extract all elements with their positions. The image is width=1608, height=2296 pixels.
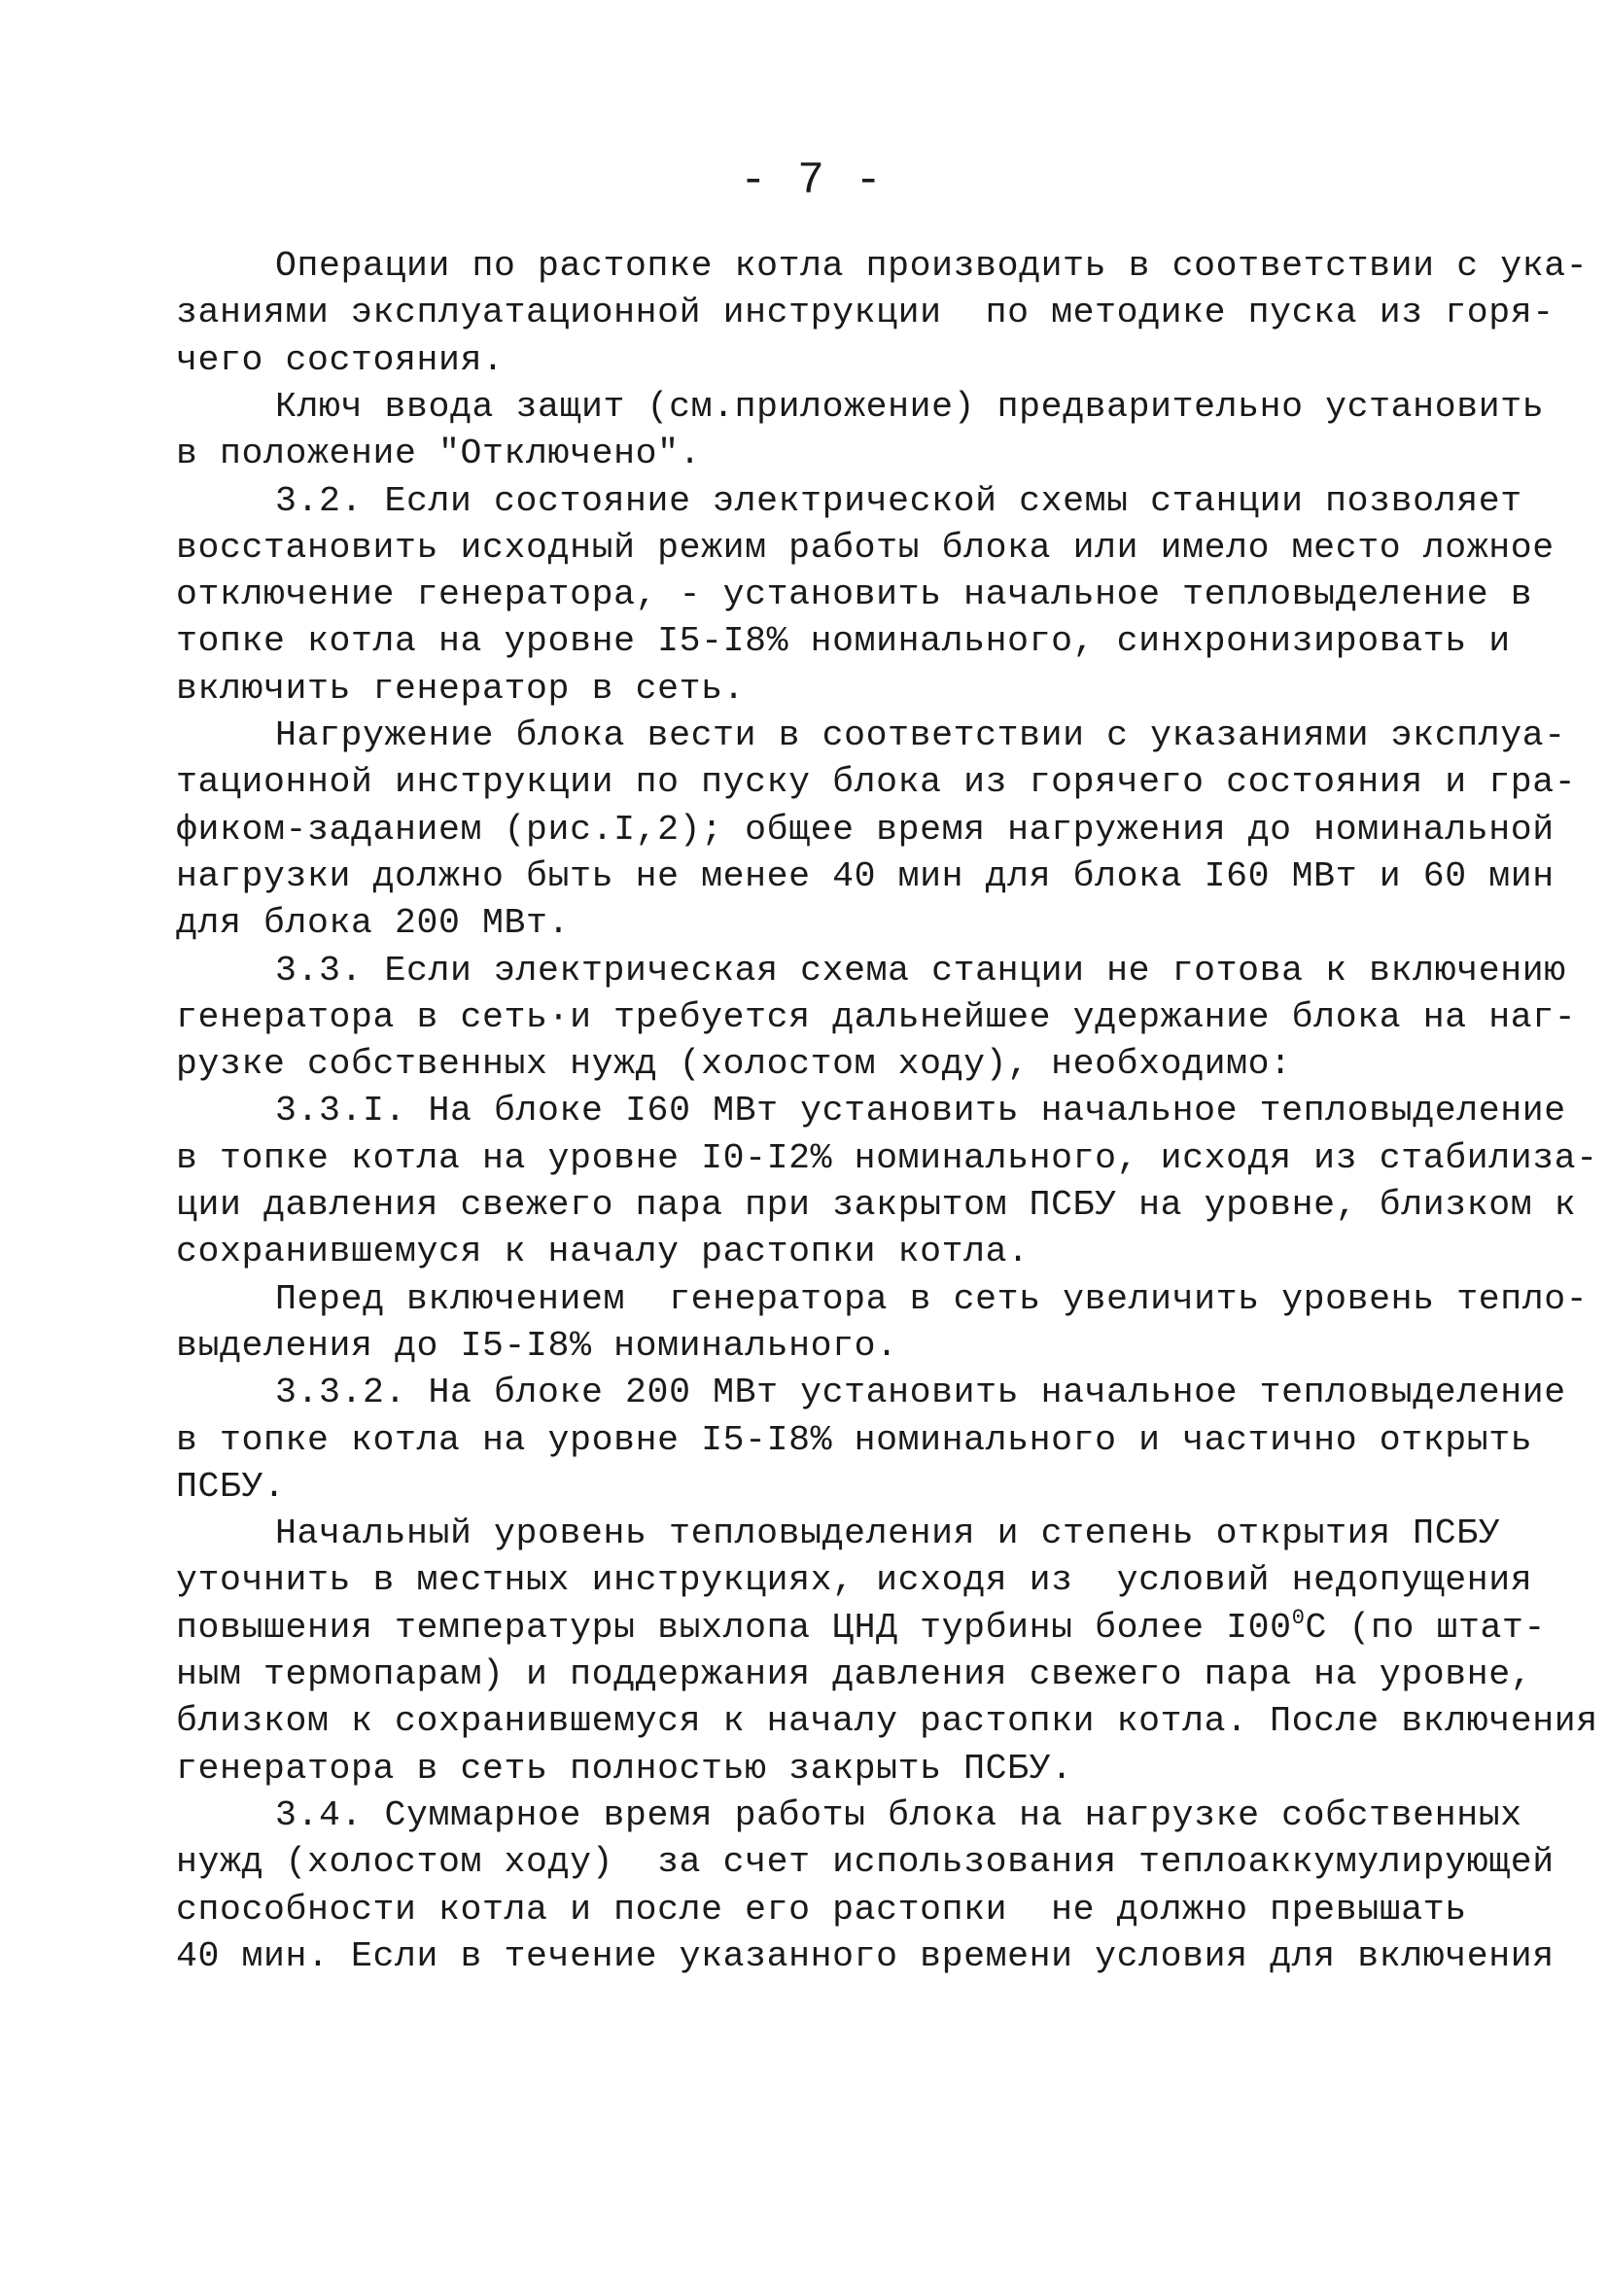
superscript: 0: [1291, 1606, 1306, 1630]
text-line-content: сохранившемуся к началу растопки котла.: [176, 1232, 1030, 1271]
text-line: [275, 1511, 1500, 1557]
text-line-content: 3.2. Если состояние электрической схемы станции позволяет: [275, 481, 1522, 521]
text-line-content: топке котла на уровне I5-I8% номинального, синхронизировать и: [176, 621, 1511, 661]
text-line-content: близком к сохранившемуся к началу растопки котла. После включения: [176, 1701, 1598, 1741]
text-line: [176, 1464, 286, 1511]
text-line-content: генератора в сеть·и требуется дальнейшее удержание блока на наг-: [176, 997, 1577, 1037]
text-line: [176, 1746, 1073, 1792]
text-line: [275, 1792, 1522, 1839]
text-line-content: ции давления свежего пара при закрытом ПСБУ на уровне, близком к: [176, 1185, 1577, 1225]
text-line-content: фиком-заданием (рис.I,2); общее время нагружения до номинальной: [176, 810, 1555, 850]
text-line: [176, 1041, 1292, 1088]
text-line: [176, 1652, 1532, 1698]
text-line: [275, 713, 1566, 759]
text-line-content: уточнить в местных инструкциях, исходя из условий недопущения: [176, 1560, 1533, 1600]
text-line: [275, 478, 1522, 525]
text-line-content: выделения до I5-I8% номинального.: [176, 1326, 898, 1366]
text-line-content: для блока 200 МВт.: [176, 903, 571, 943]
text-line: [176, 1229, 1030, 1275]
text-line-content: Операции по растопке котла производить в соответствии с ука-: [275, 246, 1589, 286]
text-line-content: ПСБУ.: [176, 1467, 286, 1507]
text-line: [275, 243, 1588, 290]
text-line: [176, 1557, 1532, 1604]
text-line-content: 40 мин. Если в течение указанного времени условия для включения: [176, 1936, 1555, 1976]
text-line-content: ным термопарам) и поддержания давления свежего пара на уровне,: [176, 1654, 1533, 1694]
text-line-content: рузке собственных нужд (холостом ходу), необходимо:: [176, 1044, 1292, 1084]
text-line: [275, 384, 1544, 431]
text-line-content: нужд (холостом ходу) за счет использования теплоаккумулирующей: [176, 1842, 1555, 1882]
text-line: [176, 572, 1532, 618]
text-line: [176, 807, 1555, 853]
text-line-content: отключение генератора, - установить начальное тепловыделение в: [176, 574, 1533, 614]
text-line: [275, 1088, 1566, 1134]
text-line-content: способности котла и после его растопки не должно превышать: [176, 1890, 1467, 1930]
text-line-content: повышения температуры выхлопа ЦНД турбины более I00: [176, 1608, 1292, 1648]
text-line: [176, 759, 1576, 806]
text-line: [275, 1276, 1588, 1323]
text-line-content: генератора в сеть полностью закрыть ПСБУ.: [176, 1749, 1073, 1789]
text-line: [176, 290, 1555, 336]
text-line-tail: С (по штат-: [1305, 1608, 1547, 1648]
text-line-content: Нагружение блока вести в соответствии с указаниями эксплуа-: [275, 715, 1566, 755]
text-line-content: Начальный уровень тепловыделения и степень открытия ПСБУ: [275, 1513, 1501, 1553]
text-line-content: заниями эксплуатационной инструкции по методике пуска из горя-: [176, 293, 1555, 332]
text-line: [176, 337, 505, 384]
page-number: - 7 -: [739, 156, 885, 206]
text-line: [176, 666, 745, 713]
text-line-content: в положение "Отключено".: [176, 434, 702, 473]
text-line: [176, 1887, 1467, 1933]
text-line-content: включить генератор в сеть.: [176, 669, 746, 709]
text-line-content: 3.3.I. На блоке I60 МВт установить начальное тепловыделение: [275, 1091, 1566, 1131]
text-line-content: Ключ ввода защит (см.приложение) предварительно установить: [275, 387, 1545, 427]
text-line-content: 3.4. Суммарное время работы блока на нагрузке собственных: [275, 1795, 1522, 1835]
text-line: [176, 1839, 1555, 1886]
text-line-content: Перед включением генератора в сеть увеличить уровень тепло-: [275, 1279, 1589, 1319]
text-line: [275, 1370, 1566, 1416]
text-line: [176, 431, 701, 477]
text-line-content: восстановить исходный режим работы блока или имело место ложное: [176, 528, 1555, 568]
text-line: [176, 1417, 1532, 1464]
text-line: [176, 525, 1555, 572]
text-line: [176, 1323, 898, 1370]
text-line: [176, 994, 1576, 1041]
text-line-content: 3.3.2. На блоке 200 МВт установить начальное тепловыделение: [275, 1373, 1566, 1412]
text-line: [176, 1605, 1546, 1652]
text-line: [176, 1135, 1598, 1182]
text-line: [176, 618, 1511, 665]
text-line-content: в топке котла на уровне I5-I8% номинального и частично открыть: [176, 1420, 1533, 1460]
text-line: [176, 1933, 1555, 1980]
text-line: [176, 900, 570, 947]
text-line: [176, 1182, 1576, 1229]
text-line: [275, 948, 1566, 994]
text-line-content: нагрузки должно быть не менее 40 мин для блока I60 МВт и 60 мин: [176, 856, 1555, 896]
text-line-content: тационной инструкции по пуску блока из горячего состояния и гра-: [176, 762, 1577, 802]
text-line-content: 3.3. Если электрическая схема станции не готова к включению: [275, 951, 1566, 991]
text-line: [176, 853, 1555, 900]
text-line-content: чего состояния.: [176, 340, 505, 380]
text-line: [176, 1698, 1598, 1745]
text-line-content: в топке котла на уровне I0-I2% номинального, исходя из стабилиза-: [176, 1138, 1598, 1178]
